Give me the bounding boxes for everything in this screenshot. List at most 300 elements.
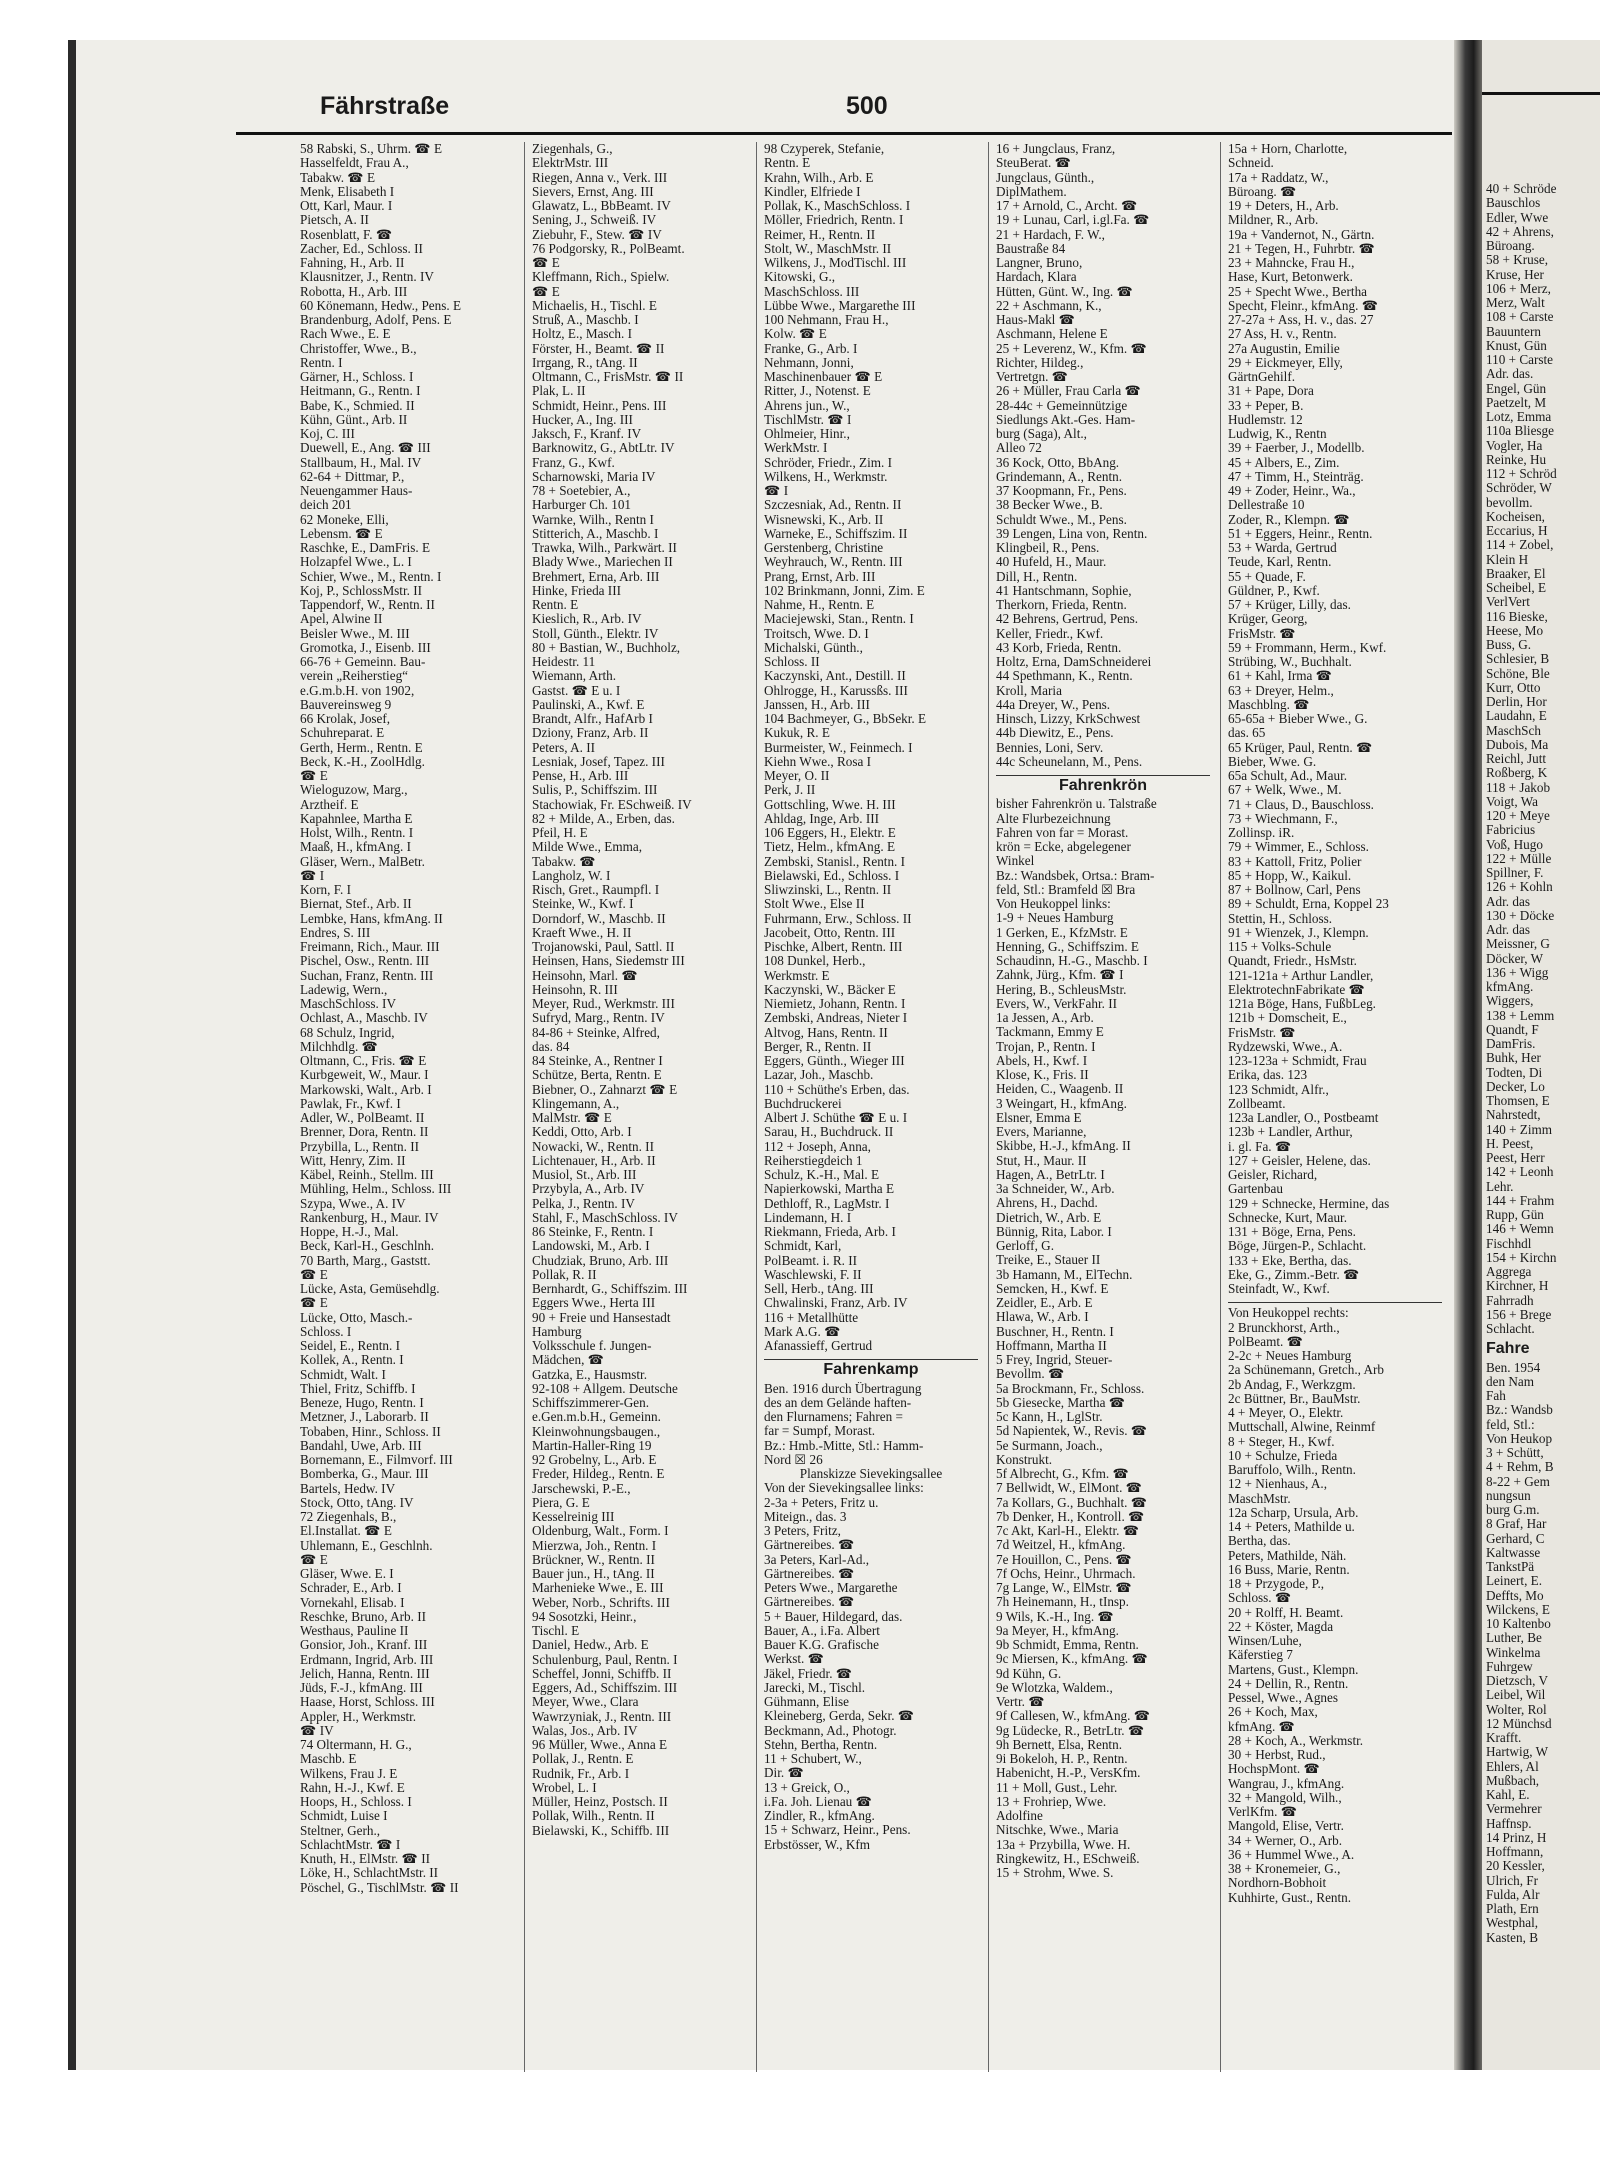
- directory-entry: Mierzwa, Joh., Rentn. I: [532, 1538, 657, 1553]
- directory-entry: Von der Sievekingsallee links:: [764, 1481, 924, 1496]
- directory-entry: Vermehrer: [1486, 1802, 1542, 1817]
- directory-entry: Müller, Heinz, Postsch. II: [532, 1795, 668, 1809]
- directory-entry: Fuhrgew: [1486, 1659, 1533, 1674]
- directory-entry: 58 + Kruse,: [1486, 253, 1549, 268]
- directory-entry: Engel, Gün: [1486, 381, 1547, 396]
- directory-entry: Fahren von far = Morast.: [996, 825, 1129, 840]
- directory-entry: Steinke, W., Kwf. I: [532, 897, 634, 912]
- directory-entry: Altvog, Hans, Rentn. II: [764, 1025, 888, 1040]
- directory-entry: 45 + Albers, E., Zim.: [1228, 455, 1340, 470]
- directory-entry: Kollek, A., Rentn. I: [300, 1353, 404, 1368]
- directory-entry: Leinert, E.: [1486, 1574, 1543, 1589]
- directory-entry: 138 + Lemm: [1486, 1008, 1555, 1023]
- directory-entry: Zembski, Andreas, Nieter I: [764, 1011, 908, 1026]
- directory-entry: Markowski, Walt., Arb. I: [300, 1082, 432, 1097]
- directory-entry: Bieber, Wwe. G.: [1228, 754, 1317, 769]
- directory-entry: Pollak, K., MaschSchloss. I: [764, 199, 911, 213]
- directory-entry: 27a Augustin, Emilie: [1228, 341, 1340, 356]
- directory-entry: 13a + Przybilla, Wwe. H.: [996, 1837, 1131, 1852]
- directory-entry: 110 + Carste: [1486, 353, 1554, 367]
- directory-entry: Beneze, Hugo, Rentn. I: [300, 1396, 424, 1410]
- directory-entry: 7c Akt, Karl-H., Elektr. ☎: [996, 1524, 1140, 1538]
- directory-entry: 2c Büttner, Br., BauMstr.: [1228, 1391, 1361, 1406]
- directory-entry: 44c Scheunelann, M., Pens.: [996, 754, 1143, 769]
- directory-entry: Franz, G., Kwf.: [532, 455, 615, 470]
- directory-entry: 15 + Schwarz, Heinr., Pens.: [764, 1823, 911, 1838]
- directory-entry: 84-86 + Steinke, Alfred,: [532, 1025, 660, 1040]
- directory-entry: i.Fa. Joh. Lienau ☎: [764, 1794, 872, 1809]
- facing-page: [1482, 40, 1600, 2070]
- directory-entry: Eke, G., Zimm.-Betr. ☎: [1228, 1267, 1360, 1282]
- directory-entry: 8 Graf, Har: [1486, 1517, 1547, 1532]
- directory-entry: Maschinenbauer ☎ E: [764, 370, 883, 384]
- directory-entry: Warnke, Wilh., Rentn I: [532, 512, 654, 527]
- directory-entry: Mildner, R., Arb.: [1228, 213, 1319, 228]
- directory-entry: Decker, Lo: [1486, 1079, 1545, 1094]
- directory-entry: Schlesier, B: [1486, 652, 1550, 667]
- directory-entry: Lazar, Joh., Maschb.: [764, 1068, 874, 1083]
- directory-entry: burg (Saga), Alt.,: [996, 427, 1087, 441]
- directory-entry: Schrader, E., Arb. I: [300, 1581, 402, 1596]
- directory-entry: 25 + Leverenz, W., Kfm. ☎: [996, 341, 1147, 356]
- directory-entry: Löke, H., SchlachtMstr. II: [300, 1866, 439, 1881]
- directory-entry: Böge, Jürgen-P., Schlacht.: [1228, 1239, 1367, 1254]
- directory-entry: Przybilla, L., Rentn. II: [300, 1139, 420, 1154]
- directory-entry: Peters Wwe., Margarethe: [764, 1581, 898, 1595]
- directory-entry: Winkelma: [1486, 1645, 1541, 1660]
- directory-entry: Albert J. Schüthe ☎ E u. I: [764, 1111, 908, 1125]
- directory-entry: Wilckens, E: [1486, 1602, 1550, 1617]
- directory-entry: Gühmann, Elise: [764, 1695, 849, 1709]
- directory-entry: 87 + Bollnow, Carl, Pens: [1228, 883, 1361, 897]
- directory-entry: Klingbeil, R., Pens.: [996, 541, 1100, 555]
- directory-entry: Lindemann, H. I: [764, 1210, 852, 1225]
- directory-entry: 5a Brockmann, Fr., Schloss.: [996, 1381, 1145, 1396]
- directory-entry: Tackmann, Emmy E: [996, 1025, 1104, 1040]
- directory-entry: 115 + Volks-Schule: [1228, 940, 1332, 954]
- directory-entry: 27-27a + Ass, H. v., das. 27: [1228, 313, 1374, 327]
- directory-entry: MaschMstr.: [1228, 1491, 1291, 1506]
- directory-entry: e.G.m.b.H. von 1902,: [300, 683, 415, 698]
- directory-entry: 13 + Greick, O.,: [764, 1780, 850, 1795]
- directory-entry: MalMstr. ☎ E: [532, 1111, 612, 1125]
- directory-entry: Adolfine: [996, 1809, 1043, 1823]
- directory-entry: Beckmann, Ad., Photogr.: [764, 1723, 897, 1738]
- directory-entry: Von Heukoppel rechts:: [1228, 1306, 1349, 1321]
- directory-entry: 5d Napientek, W., Revis. ☎: [996, 1424, 1148, 1439]
- directory-entry: 13 + Frohriep, Wwe.: [996, 1794, 1107, 1809]
- directory-entry: Schöne, Ble: [1486, 666, 1550, 681]
- directory-entry: Blady Wwe., Mariechen II: [532, 555, 673, 570]
- directory-entry: Roßberg, K: [1486, 766, 1548, 781]
- directory-entry: Ahrens jun., W.,: [764, 398, 850, 413]
- directory-entry: 9h Bernett, Elsa, Rentn.: [996, 1737, 1122, 1752]
- directory-entry: 122 + Mülle: [1486, 851, 1552, 866]
- directory-entry: Maaß, H., kfmAng. I: [300, 840, 411, 855]
- section-note: Planskizze Sievekingsallee: [799, 1467, 943, 1481]
- directory-entry: Lücke, Asta, Gemüsehdlg.: [300, 1282, 440, 1296]
- directory-entry: GärtnGehilf.: [1228, 370, 1296, 384]
- directory-entry: 17 + Arnold, C., Archt. ☎: [996, 199, 1138, 213]
- directory-entry: Scheibel, E: [1486, 581, 1547, 595]
- directory-entry: 9b Schmidt, Emma, Rentn.: [996, 1638, 1139, 1652]
- directory-entry: 12 + Nienhaus, A.,: [1228, 1477, 1328, 1492]
- directory-entry: Scheffel, Jonni, Schiffb. II: [532, 1666, 672, 1681]
- directory-entry: Babe, K., Schmied. II: [300, 398, 415, 413]
- directory-entry: Lücke, Otto, Masch.-: [300, 1310, 413, 1325]
- directory-entry: 19 + Lunau, Carl, i.gl.Fa. ☎: [996, 213, 1150, 228]
- directory-entry: Heinsen, Hans, Siedemstr III: [532, 954, 685, 969]
- directory-entry: 8-22 + Gem: [1486, 1474, 1550, 1489]
- directory-entry: Freimann, Rich., Maur. III: [300, 940, 440, 954]
- directory-entry: Wilkens, H., Werkmstr.: [764, 469, 888, 484]
- directory-entry: 11 + Moll, Gust., Lehr.: [996, 1780, 1118, 1795]
- directory-entry: 33 + Peper, B.: [1228, 398, 1304, 413]
- directory-entry: Mußbach,: [1486, 1773, 1540, 1788]
- directory-entry: Appler, H., Werkmstr.: [300, 1709, 417, 1724]
- directory-entry: 7d Weitzel, H., kfmAng.: [996, 1538, 1126, 1553]
- directory-entry: Dethloff, R., LagMstr. I: [764, 1196, 890, 1211]
- column-divider: [1220, 142, 1221, 2072]
- directory-entry: Koj, C. III: [300, 427, 355, 441]
- directory-entry: Gatzka, E., Hausmstr.: [532, 1367, 647, 1382]
- directory-entry: Bertha, das.: [1228, 1534, 1291, 1549]
- directory-entry: Kesselreinig III: [532, 1510, 615, 1524]
- directory-entry: Hlawa, W., Arb. I: [996, 1310, 1089, 1325]
- directory-entry: Gerloff, G.: [996, 1239, 1054, 1253]
- directory-entry: Prang, Ernst, Arb. III: [764, 569, 876, 584]
- directory-entry: 1 Gerken, E., KfzMstr. E: [996, 925, 1128, 940]
- directory-entry: Stoll, Günth., Elektr. IV: [532, 626, 659, 641]
- directory-entry: Hoops, H., Schloss. I: [300, 1795, 412, 1809]
- directory-entry: Kitowski, G.,: [764, 270, 836, 285]
- directory-entry: Evers, W., VerkFahr. II: [996, 996, 1117, 1011]
- directory-entry: Jelich, Hanna, Rentn. III: [300, 1666, 430, 1681]
- directory-entry: Stolt, W., MaschMstr. II: [764, 241, 892, 256]
- directory-entry: DamFris.: [1486, 1037, 1536, 1051]
- directory-entry: Oldenburg, Walt., Form. I: [532, 1524, 669, 1539]
- directory-entry: 7f Ochs, Heinr., Uhrmach.: [996, 1566, 1136, 1581]
- directory-entry: 80 + Bastian, W., Buchholz,: [532, 640, 681, 655]
- directory-entry: Büroang.: [1486, 239, 1535, 253]
- directory-entry: 98 Czyperek, Stefanie,: [764, 142, 885, 156]
- directory-entry: Brenner, Dora, Rentn. II: [300, 1125, 429, 1140]
- directory-entry: ElektrotechnFabrikate ☎: [1228, 982, 1365, 997]
- directory-entry: 5c Kann, H., LglStr.: [996, 1410, 1103, 1424]
- directory-entry: 7b Denker, H., Kontroll. ☎: [996, 1509, 1145, 1524]
- directory-entry: Nahme, H., Rentn. E: [764, 598, 875, 612]
- directory-entry: Pietsch, A. II: [300, 213, 369, 228]
- directory-entry: i. gl. Fa. ☎: [1228, 1139, 1292, 1154]
- directory-entry: Eccarius, H: [1486, 524, 1548, 538]
- directory-entry: 67 + Welk, Wwe., M.: [1228, 783, 1342, 798]
- directory-entry: Kaltwasse: [1486, 1545, 1541, 1560]
- directory-entry: Zeidler, E., Arb. E: [996, 1296, 1093, 1310]
- directory-entry: DiplMathem.: [996, 184, 1067, 199]
- directory-entry: Hardach, Klara: [996, 270, 1077, 285]
- directory-entry: Brandenburg, Adolf, Pens. E: [300, 313, 452, 327]
- directory-entry: 12 Münchsd: [1486, 1716, 1552, 1731]
- directory-entry: Haase, Horst, Schloss. III: [300, 1695, 435, 1710]
- directory-entry: Pöschel, G., TischlMstr. ☎ II: [300, 1880, 459, 1895]
- directory-entry: Zembski, Stanisl., Rentn. I: [764, 854, 906, 869]
- directory-entry: deich 201: [300, 498, 352, 513]
- directory-entry: 4 + Meyer, O., Elektr.: [1228, 1406, 1344, 1420]
- directory-entry: Käferstieg 7: [1228, 1648, 1293, 1663]
- directory-entry: 2a Schünemann, Gretch., Arb: [1228, 1363, 1385, 1378]
- directory-entry: Bz.: Hmb.-Mitte, Stl.: Hamm-: [764, 1438, 924, 1453]
- directory-entry: Güldner, P., Kwf.: [1228, 583, 1320, 598]
- directory-entry: Weber, Norb., Schrifts. III: [532, 1595, 670, 1610]
- directory-entry: 154 + Kirchn: [1486, 1250, 1557, 1265]
- directory-entry: MaschSch: [1486, 723, 1541, 738]
- directory-entry: Teude, Karl, Rentn.: [1228, 555, 1332, 570]
- directory-entry: feld, Stl.: Bramfeld ☒ Bra: [996, 882, 1136, 897]
- directory-entry: Tappendorf, W., Rentn. II: [300, 598, 435, 612]
- directory-entry: Spillner, F.: [1486, 866, 1544, 880]
- directory-entry: Hase, Kurt, Betonwerk.: [1228, 270, 1353, 285]
- directory-entry: 42 Behrens, Gertrud, Pens.: [996, 612, 1139, 627]
- directory-entry: Hoppe, H.-J., Mal.: [300, 1225, 399, 1239]
- directory-entry: Krahn, Wilh., Arb. E: [764, 170, 874, 185]
- directory-entry: Haus-Makl ☎: [996, 313, 1076, 327]
- directory-entry: 7 Bellwidt, W., ElMont. ☎: [996, 1481, 1143, 1496]
- directory-entry: Adr. das.: [1486, 367, 1534, 382]
- directory-entry: bevollm.: [1486, 495, 1533, 510]
- directory-entry: 19 + Deters, H., Arb.: [1228, 199, 1339, 213]
- directory-entry: 11 + Schubert, W.,: [764, 1752, 862, 1766]
- directory-entry: Grindemann, A., Rentn.: [996, 469, 1122, 484]
- directory-entry: 65 Krüger, Paul, Rentn. ☎: [1228, 740, 1373, 755]
- directory-entry: Janssen, H., Arb. III: [764, 697, 870, 712]
- directory-entry: 66 Krolak, Josef,: [300, 712, 391, 726]
- directory-entry: Tischl. E: [532, 1624, 580, 1638]
- directory-entry: Buschner, H., Rentn. I: [996, 1324, 1114, 1339]
- directory-entry: Biernat, Stef., Arb. II: [300, 897, 412, 912]
- directory-entry: Lehr.: [1486, 1179, 1514, 1194]
- directory-entry: Milde Wwe., Emma,: [532, 840, 642, 855]
- directory-entry: Holtz, Erna, DamSchneiderei: [996, 655, 1152, 669]
- directory-entry: Ben. 1954: [1486, 1360, 1541, 1375]
- directory-entry: Sening, J., Schweiß. IV: [532, 213, 657, 228]
- directory-entry: Hudlemstr. 12: [1228, 412, 1303, 427]
- column-divider: [988, 142, 989, 2072]
- directory-entry: Buss, G.: [1486, 638, 1532, 652]
- directory-entry: Kindler, Elfriede I: [764, 184, 861, 199]
- directory-entry: Krafft.: [1486, 1731, 1522, 1745]
- directory-entry: 16 + Jungclaus, Franz,: [996, 142, 1116, 156]
- directory-entry: Wilkens, Frau J. E: [300, 1766, 398, 1781]
- directory-entry: 144 + Frahm: [1486, 1193, 1555, 1208]
- directory-entry: 140 + Zimm: [1486, 1122, 1553, 1137]
- directory-entry: 59 + Frommann, Herm., Kwf.: [1228, 640, 1387, 655]
- directory-entry: Büroang. ☎: [1228, 184, 1297, 199]
- directory-entry: Kahl, E.: [1486, 1788, 1530, 1802]
- directory-entry: Kocheisen,: [1486, 509, 1545, 524]
- directory-entry: Eggers, Günth., Wieger III: [764, 1054, 905, 1068]
- directory-entry: Ladewig, Wern.,: [300, 982, 388, 997]
- column-4: [996, 142, 1210, 2072]
- scan-left-edge: [0, 0, 72, 2177]
- directory-entry: Richter, Hildeg.,: [996, 355, 1084, 370]
- directory-entry: 60 Könemann, Hedw., Pens. E: [300, 298, 462, 313]
- directory-entry: Reiherstiegdeich 1: [764, 1153, 863, 1168]
- directory-entry: Hagen, A., BetrLtr. I: [996, 1167, 1105, 1182]
- directory-entry: 2b Andag, F., Werkzgm.: [1228, 1377, 1356, 1392]
- directory-entry: 39 Lengen, Lina von, Rentn.: [996, 526, 1148, 541]
- directory-entry: Ben. 1916 durch Übertragung: [764, 1381, 922, 1396]
- directory-entry: Gläser, Wwe. E. I: [300, 1567, 394, 1581]
- directory-entry: Bandahl, Uwe, Arb. III: [300, 1438, 422, 1453]
- directory-entry: Hinke, Frieda III: [532, 583, 621, 598]
- directory-entry: Skibbe, H.-J., kfmAng. II: [996, 1139, 1131, 1154]
- directory-entry: Nahrstedt,: [1486, 1108, 1541, 1123]
- directory-entry: ☎ E: [300, 769, 328, 783]
- directory-entry: Stitterich, A., Maschb. I: [532, 526, 659, 541]
- directory-entry: 63 + Dreyer, Helm.,: [1228, 683, 1334, 698]
- directory-entry: Siedlungs Akt.-Ges. Ham-: [996, 412, 1136, 427]
- directory-entry: Bz.: Wandsb: [1486, 1403, 1553, 1418]
- directory-entry: Jacobeit, Otto, Rentn. III: [764, 925, 896, 940]
- directory-entry: Chwalinski, Franz, Arb. IV: [764, 1296, 908, 1311]
- directory-entry: Laudahn, E: [1486, 709, 1547, 724]
- directory-entry: Ahldag, Inge, Arb. III: [764, 811, 879, 826]
- directory-entry: Schnecke, Kurt, Maur.: [1228, 1210, 1348, 1225]
- directory-entry: Lebensm. ☎ E: [300, 526, 383, 541]
- header-rule: [236, 132, 1452, 135]
- directory-entry: 8 + Steger, H., Kwf.: [1228, 1434, 1335, 1449]
- directory-entry: Peters, A. II: [532, 740, 595, 755]
- directory-entry: Gärtnereibes. ☎: [764, 1538, 855, 1553]
- directory-entry: 5 + Bauer, Hildegard, das.: [764, 1609, 903, 1624]
- directory-entry: 39 + Faerber, J., Modellb.: [1228, 441, 1365, 456]
- directory-entry: Schlacht.: [1486, 1322, 1535, 1336]
- directory-entry: Lotz, Emma: [1486, 410, 1552, 424]
- directory-entry: Erika, das. 123: [1228, 1068, 1308, 1083]
- directory-entry: Waschlewski, F. II: [764, 1267, 862, 1282]
- directory-entry: Paulinski, A., Kwf. E: [532, 697, 645, 712]
- directory-entry: 118 + Jakob: [1486, 780, 1551, 795]
- directory-entry: 106 + Merz,: [1486, 281, 1551, 296]
- facing-page-header-rule: [1482, 92, 1600, 95]
- directory-entry: ☎ I: [300, 868, 325, 883]
- directory-entry: Schulz, K.-H., Mal. E: [764, 1168, 880, 1182]
- directory-entry: 16 Buss, Marie, Rentn.: [1228, 1562, 1350, 1577]
- directory-entry: Seidel, E., Rentn. I: [300, 1339, 400, 1353]
- directory-entry: 86 Steinke, F., Rentn. I: [532, 1225, 654, 1239]
- directory-entry: Nord ☒ 26: [764, 1452, 823, 1467]
- directory-entry: 34 + Werner, O., Arb.: [1228, 1833, 1343, 1848]
- directory-entry: SchlachtMstr. ☎ I: [300, 1837, 401, 1852]
- directory-entry: Bornemann, E., Filmvorf. III: [300, 1453, 453, 1467]
- directory-entry: 19a + Vandernot, N., Gärtn.: [1228, 227, 1375, 242]
- directory-entry: Kroll, Maria: [996, 683, 1062, 698]
- directory-entry: Vertr. ☎: [996, 1695, 1045, 1709]
- directory-entry: Schmidt, Luise I: [300, 1809, 388, 1824]
- directory-entry: 96 Müller, Wwe., Anna E: [532, 1738, 668, 1752]
- directory-entry: Geisler, Richard,: [1228, 1168, 1318, 1182]
- directory-entry: Sulis, P., Schiffszim. III: [532, 783, 658, 798]
- directory-entry: Schmidt, Walt. I: [300, 1367, 386, 1382]
- directory-entry: Gerstenberg, Christine: [764, 541, 884, 555]
- directory-entry: Fulda, Alr: [1486, 1887, 1540, 1902]
- directory-entry: Landowski, M., Arb. I: [532, 1239, 650, 1254]
- directory-entry: Aschmann, Helene E: [996, 327, 1108, 342]
- directory-entry: Lichtenauer, H., Arb. II: [532, 1153, 656, 1168]
- directory-entry: Schuldt Wwe., M., Pens.: [996, 512, 1127, 527]
- directory-entry: 156 + Brege: [1486, 1307, 1552, 1322]
- directory-entry: MaschSchloss. III: [764, 284, 860, 299]
- directory-entry: 1a Jessen, A., Arb.: [996, 1011, 1094, 1025]
- directory-entry: Trojanowski, Paul, Sattl. II: [532, 940, 675, 954]
- directory-entry: Schröder, Friedr., Zim. I: [764, 455, 893, 470]
- directory-entry: 100 Nehmann, Frau H.,: [764, 313, 889, 327]
- column-3: [764, 142, 978, 2072]
- directory-entry: 9d Kühn, G.: [996, 1666, 1062, 1681]
- directory-entry: Trojan, P., Rentn. I: [996, 1039, 1096, 1054]
- directory-entry: Stock, Otto, tAng. IV: [300, 1495, 414, 1510]
- directory-entry: PolBeamt. i. R. II: [764, 1253, 858, 1268]
- directory-entry: 23 + Mahncke, Frau H.,: [1228, 256, 1355, 270]
- directory-entry: 51 + Eggers, Heinr., Rentn.: [1228, 526, 1373, 541]
- directory-entry: Raschke, E., DamFris. E: [300, 541, 431, 555]
- running-head-street: Fährstraße: [320, 92, 450, 120]
- directory-entry: Kuhhirte, Gust., Rentn.: [1228, 1890, 1352, 1905]
- section-divider: [1228, 1302, 1442, 1303]
- directory-entry: ☎ E: [300, 1296, 328, 1311]
- directory-entry: Bauuntern: [1486, 324, 1541, 339]
- directory-entry: 2 Brunckhorst, Arth.,: [1228, 1320, 1340, 1335]
- directory-entry: Hoffmann,: [1486, 1845, 1544, 1859]
- directory-entry: Meyer, Wwe., Clara: [532, 1695, 639, 1710]
- directory-entry: Zoder, R., Klempn. ☎: [1228, 512, 1350, 527]
- directory-entry: Schier, Wwe., M., Rentn. I: [300, 569, 442, 584]
- directory-entry: Martin-Haller-Ring 19: [532, 1438, 652, 1453]
- directory-entry: Napierkowski, Martha E: [764, 1182, 895, 1197]
- directory-entry: 82 + Milde, A., Erben, das.: [532, 811, 675, 826]
- directory-entry: 40 Hufeld, H., Maur.: [996, 555, 1107, 570]
- directory-entry: 89 + Schuldt, Erna, Koppel 23: [1228, 897, 1389, 912]
- directory-entry: Zollinsp. iR.: [1228, 826, 1295, 840]
- directory-entry: Afanassieff, Gertrud: [764, 1339, 873, 1353]
- directory-entry: Wiemann, Arth.: [532, 669, 617, 684]
- directory-entry: Heitmann, G., Rentn. I: [300, 384, 421, 399]
- directory-entry: Keller, Friedr., Kwf.: [996, 626, 1104, 641]
- directory-entry: Rudnik, Fr., Arb. I: [532, 1766, 630, 1781]
- directory-entry: Rydzewski, Wwe., A.: [1228, 1039, 1343, 1054]
- page-number: 500: [846, 92, 888, 120]
- directory-entry: Duewell, E., Ang. ☎ III: [300, 441, 431, 456]
- directory-entry: Knust, Gün: [1486, 338, 1547, 353]
- directory-entry: ☎ E: [300, 1267, 328, 1282]
- directory-entry: Braaker, El: [1486, 566, 1546, 581]
- directory-entry: Gerhard, C: [1486, 1531, 1545, 1546]
- directory-entry: 36 Kock, Otto, BbAng.: [996, 455, 1120, 470]
- directory-entry: Hütten, Günt. W., Ing. ☎: [996, 284, 1133, 299]
- directory-entry: Perk, J. II: [764, 783, 816, 798]
- directory-entry: Leibel, Wil: [1486, 1688, 1546, 1703]
- street-heading: Fahrenkamp: [823, 1361, 919, 1379]
- directory-entry: Schulenburg, Paul, Rentn. I: [532, 1652, 678, 1667]
- directory-entry: 7a Kollars, G., Buchhalt. ☎: [996, 1495, 1148, 1510]
- directory-entry: H. Peest,: [1486, 1136, 1534, 1151]
- directory-entry: 94 Sosotzki, Heinr.,: [532, 1609, 637, 1624]
- directory-entry: Treike, E., Stauer II: [996, 1253, 1101, 1268]
- directory-entry: 91 + Wienzek, J., Klempn.: [1228, 925, 1369, 940]
- directory-entry: das. 65: [1228, 726, 1266, 741]
- directory-entry: 3 + Schütt,: [1486, 1446, 1544, 1460]
- directory-entry: 71 + Claus, D., Bauschloss.: [1228, 797, 1374, 812]
